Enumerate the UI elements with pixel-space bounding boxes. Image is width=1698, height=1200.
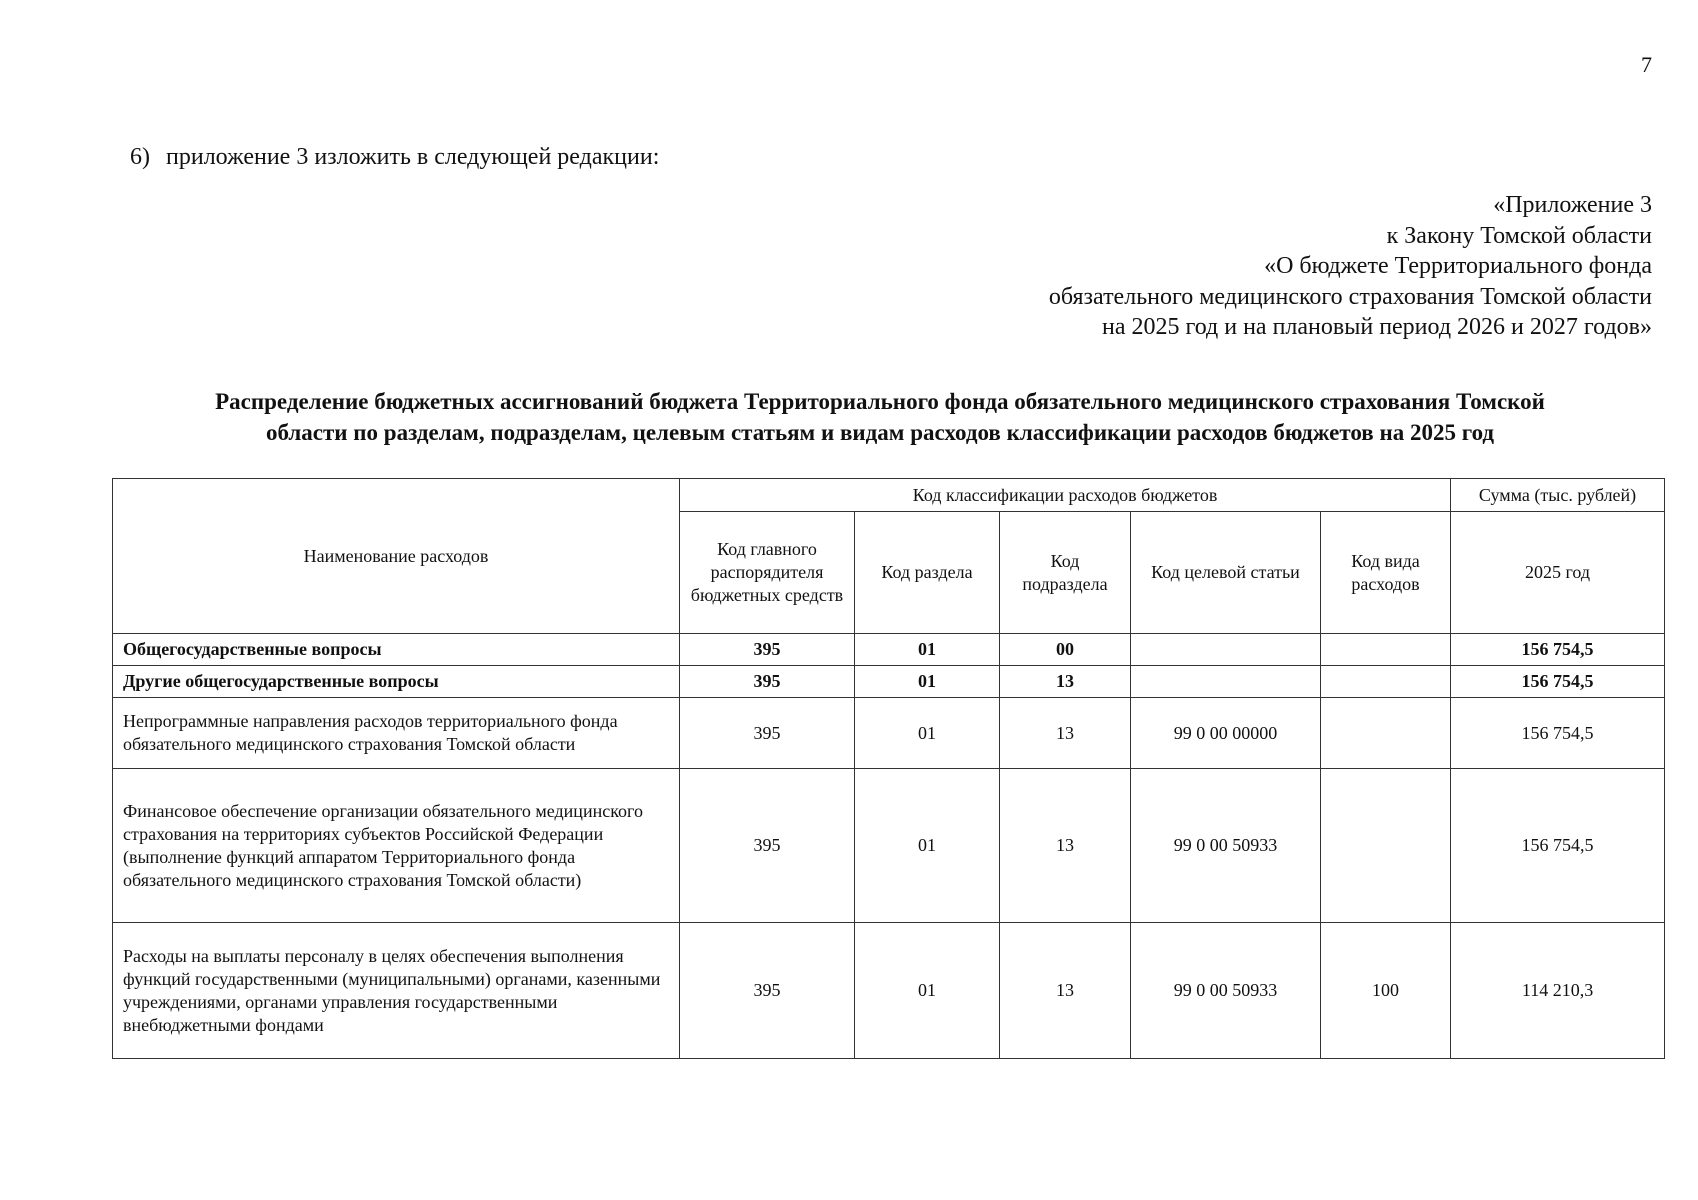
title-line-2: области по разделам, подразделам, целевым статьям и видам расходов классификации расходов бюджетов на 2025 год	[265, 420, 1495, 445]
table-row	[113, 666, 1665, 698]
cell-grbs: 395	[680, 634, 855, 666]
intro-text: приложение 3 изложить в следующей редакции:	[166, 144, 660, 170]
header-sum-group: Сумма (тыс. рублей)	[1451, 479, 1665, 512]
title-line-1: Распределение бюджетных ассигнований бюджета Территориального фонда обязательного медицинского страхования Томской	[215, 389, 1545, 414]
header-classification-group: Код классификации расходов бюджетов	[680, 479, 1451, 512]
cell-subsection: 13	[1000, 666, 1131, 698]
cell-amount: 156 754,5	[1451, 769, 1665, 923]
header-expense-type: Код вида расходов	[1321, 512, 1451, 634]
appendix-line: к Закону Томской области	[1386, 222, 1652, 249]
cell-name: Непрограммные направления расходов территориального фонда обязательного медицинского страхования Томской области	[113, 698, 680, 769]
cell-subsection: 00	[1000, 634, 1131, 666]
cell-expense-type	[1321, 666, 1451, 698]
cell-section: 01	[855, 769, 1000, 923]
header-target: Код целевой статьи	[1131, 512, 1321, 634]
cell-target	[1131, 634, 1321, 666]
header-subsection: Код подраздела	[1000, 512, 1131, 634]
cell-grbs: 395	[680, 698, 855, 769]
header-section: Код раздела	[855, 512, 1000, 634]
cell-name: Расходы на выплаты персоналу в целях обеспечения выполнения функций государственными (муниципальными) органами, казенными учреждениями, органами управления государственными внебюджетными фондами	[113, 923, 680, 1059]
appendix-line: обязательного медицинского страхования Томской области	[1048, 283, 1652, 310]
cell-grbs: 395	[680, 923, 855, 1059]
cell-name: Общегосударственные вопросы	[113, 634, 680, 666]
cell-expense-type: 100	[1321, 923, 1451, 1059]
cell-target: 99 0 00 00000	[1131, 698, 1321, 769]
budget-table	[112, 478, 1665, 1059]
cell-subsection: 13	[1000, 923, 1131, 1059]
cell-name: Финансовое обеспечение организации обязательного медицинского страхования на территориях субъектов Российской Федерации (выполнение функций аппаратом Территориального фонда обязательного медицинского страхования Томской области)	[113, 769, 680, 923]
cell-section: 01	[855, 634, 1000, 666]
table-row	[113, 634, 1665, 666]
cell-expense-type	[1321, 698, 1451, 769]
cell-target: 99 0 00 50933	[1131, 923, 1321, 1059]
cell-section: 01	[855, 923, 1000, 1059]
cell-section: 01	[855, 698, 1000, 769]
cell-expense-type	[1321, 634, 1451, 666]
cell-target	[1131, 666, 1321, 698]
appendix-line: «О бюджете Территориального фонда	[1264, 253, 1652, 279]
cell-amount: 156 754,5	[1451, 666, 1665, 698]
cell-amount: 156 754,5	[1451, 634, 1665, 666]
cell-subsection: 13	[1000, 769, 1131, 923]
cell-expense-type	[1321, 769, 1451, 923]
cell-target: 99 0 00 50933	[1131, 769, 1321, 923]
cell-name: Другие общегосударственные вопросы	[113, 666, 680, 698]
table-row	[113, 698, 1665, 769]
table-row	[113, 923, 1665, 1059]
intro-paragraph	[130, 144, 659, 171]
document-title	[100, 386, 1660, 448]
appendix-line: «Приложение 3	[1493, 192, 1652, 218]
cell-grbs: 395	[680, 666, 855, 698]
table-row	[113, 769, 1665, 923]
appendix-header	[1049, 190, 1652, 343]
cell-amount: 114 210,3	[1451, 923, 1665, 1059]
header-grbs: Код главного распорядителя бюджетных средств	[680, 512, 855, 634]
header-name: Наименование расходов	[113, 479, 680, 634]
header-year: 2025 год	[1451, 512, 1665, 634]
cell-amount: 156 754,5	[1451, 698, 1665, 769]
cell-section: 01	[855, 666, 1000, 698]
cell-grbs: 395	[680, 769, 855, 923]
cell-subsection: 13	[1000, 698, 1131, 769]
page-number: 7	[1641, 52, 1652, 77]
intro-number: 6)	[130, 144, 150, 170]
appendix-line: на 2025 год и на плановый период 2026 и 2027 годов»	[1101, 314, 1652, 340]
